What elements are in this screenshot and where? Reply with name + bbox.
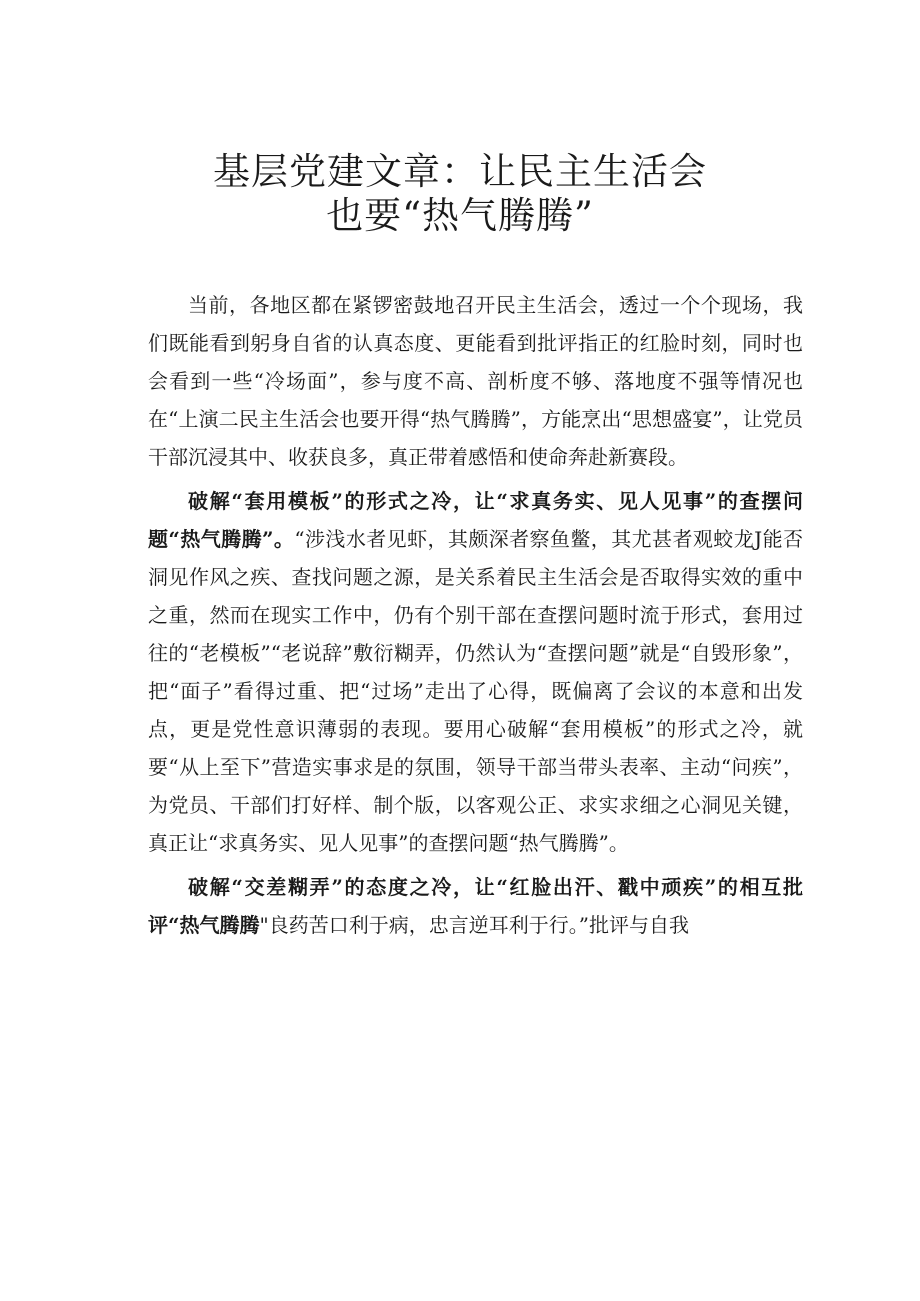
paragraph-text: 当前，各地区都在紧锣密鼓地召开民主生活会，透过一个个现场，我们既能看到躬身自省的认真态度、更能看到批评指正的红脸时刻，同时也会看到一些“冷场面”，参与度不高、剖析度不够、落地度不强等情况也在“上演二民主生活会也要开得“热气腾腾”，方能烹出“思想盛宴”，让党员干部沉浸其中、收获良多，真正带着感悟和使命奔赴新赛段。 [148,293,803,469]
title-line-1: 基层党建文章：让民主生活会 [213,150,707,193]
title-line-2: 也要“热气腾腾” [326,194,594,237]
paragraph-text: “涉浅水者见虾，其颇深者察鱼鳖，其尤甚者观蛟龙J能否洞见作风之疾、查找问题之源，是关系着民主生活会是否取得实效的重中之重，然而在现实工作中，仍有个别干部在查摆问题时流于形式，套用过往的“老模板”“老说辞”敷衍糊弄，仍然认为“查摆问题”就是“自毁形象”，把“面子”看得过重、把“过场”走出了心得，既偏离了会议的本意和出发点，更是党性意识薄弱的表现。要用心破解“套用模板”的形式之冷，就要“从上至下”营造实事求是的氛围，领导干部当带头表率、主动“问疾”，为党员、干部们打好样、制个版，以客观公正、求实求细之心洞见关键，真正让“求真务实、见人见事”的查摆问题“热气腾腾”。 [148,527,803,855]
paragraph-3 [148,868,803,944]
paragraph-2 [148,482,803,862]
paragraph-lead: 破解“套用模板”的形式之冷，让“求真务实、见人见事”的查摆问题“热气腾腾”。 [148,489,803,551]
paragraph-lead: 破解“交差糊弄”的态度之冷，让“红脸出汗、戳中顽疾”的相互批评“热气腾腾 [148,875,803,937]
document-title [0,150,920,238]
document-body [148,286,803,950]
paragraph-1 [148,286,803,476]
paragraph-text: "良药苦口利于病，忠言逆耳利于行。”批评与自我 [259,913,689,937]
